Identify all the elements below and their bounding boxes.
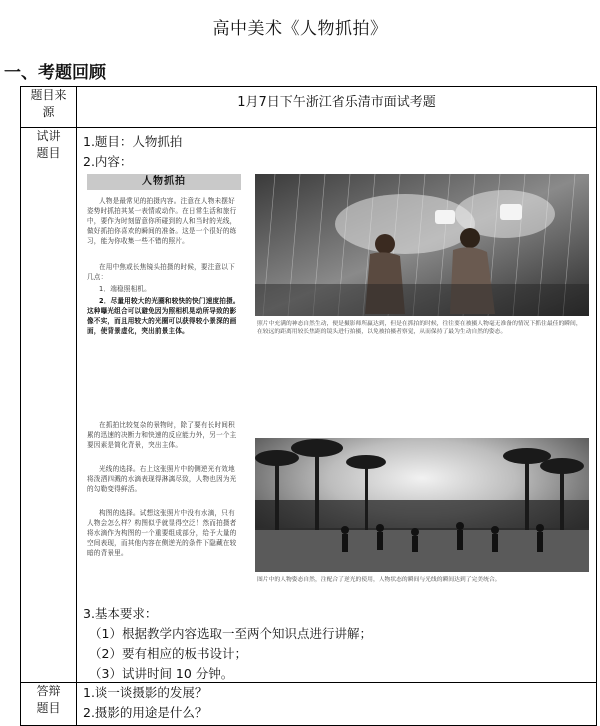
textbook-paragraph: 2．尽量用较大的光圈和较快的快门速度拍摄。这种曝光组合可以避免因为照相机晃动所导致的影像不实，而且用较大的光圈可以获得较小景深的画面，使背景虚化，突出前景主体。 (87, 297, 240, 335)
photo-palm-silhouettes (255, 438, 589, 572)
label-teach: 试讲题目 (21, 128, 77, 683)
value-source: 1月7日下午浙江省乐清市面试考题 (77, 87, 597, 128)
label-source: 题目来源 (21, 87, 77, 128)
exam-table (20, 86, 597, 726)
caption-bottom: 图片中的人物姿态自然，注配合了逆光的使用，人物状态的瞬间与光线的瞬间达到了完美统合。 (257, 577, 501, 583)
row-source (21, 87, 597, 128)
topic-line: 1.题目：人物抓拍 (83, 134, 183, 149)
row-defense (21, 683, 597, 726)
caption-top: 照片中充满的神态自然生动，便是摄影师所赢达到，但是在抓拍的时候，往往要在被摄人物毫无准备的情况下抓住最佳的瞬间，在较远的距离用较长焦距的镜头进行拍摄，以免被拍摄者察觉，从而保持了最为生动自然的姿态。 (257, 321, 582, 335)
photo-water-splash (255, 174, 589, 316)
textbook-paragraph: 在抓拍比较复杂的景物时，除了要有长时间积累的迅速的决断力和快速的反应能力外，另一个主要因素是简化背景，突出主体。 (87, 421, 237, 449)
requirement-item: （3）试讲时间 10 分钟。 (89, 666, 234, 681)
requirement-item: （2）要有相应的板书设计； (89, 646, 247, 661)
document-title: 高中美术《人物抓拍》 (212, 19, 388, 39)
defense-content (77, 683, 597, 726)
defense-question: 1.谈一谈摄影的发展？ (83, 685, 208, 700)
defense-question: 2.摄影的用途是什么？ (83, 705, 208, 720)
label-defense: 答辩题目 (21, 683, 77, 726)
textbook-paragraph: 1．端稳照相机。 (99, 285, 151, 293)
teach-content (77, 128, 597, 683)
content-label: 2.内容： (83, 154, 133, 169)
textbook-paragraph: 在用中焦或长焦镜头拍摄的时候，要注意以下几点： (87, 263, 235, 281)
textbook-paragraph: 构图的选择。试想这张照片中没有水滴，只有人物会怎么样？构图似乎就显得空泛！然而拍摄者将水滴作为构图的一个重要组成部分，给予大量的空间表现，而其他内容在侧逆光的条件下隐藏在较暗的背景里。 (87, 509, 237, 557)
section-heading: 一、考题回顾 (4, 63, 106, 83)
requirement-item: （1）根据教学内容选取一至两个知识点进行讲解； (89, 626, 372, 641)
textbook-paragraph: 人物是最常见的拍摄内容。注意在人物未摆好姿势时抓拍其某一表情或动作。在日常生活和旅行中，要作为时刻留意你所碰到的人和当时的光线，做好抓拍你喜欢的瞬间的准备。这是一个很好的练习，能为你收集一些不错的照片。 (87, 197, 237, 245)
row-teach (21, 128, 597, 683)
textbook-heading: 人物抓拍 (87, 174, 241, 190)
textbook-paragraph: 光线的选择。右上这张照片中的侧逆光有效地将泼洒四溅的水滴表现得淋漓尽致，人物也因为光的勾勒变得鲜活。 (87, 465, 237, 493)
requirements-label: 3.基本要求： (83, 606, 158, 621)
